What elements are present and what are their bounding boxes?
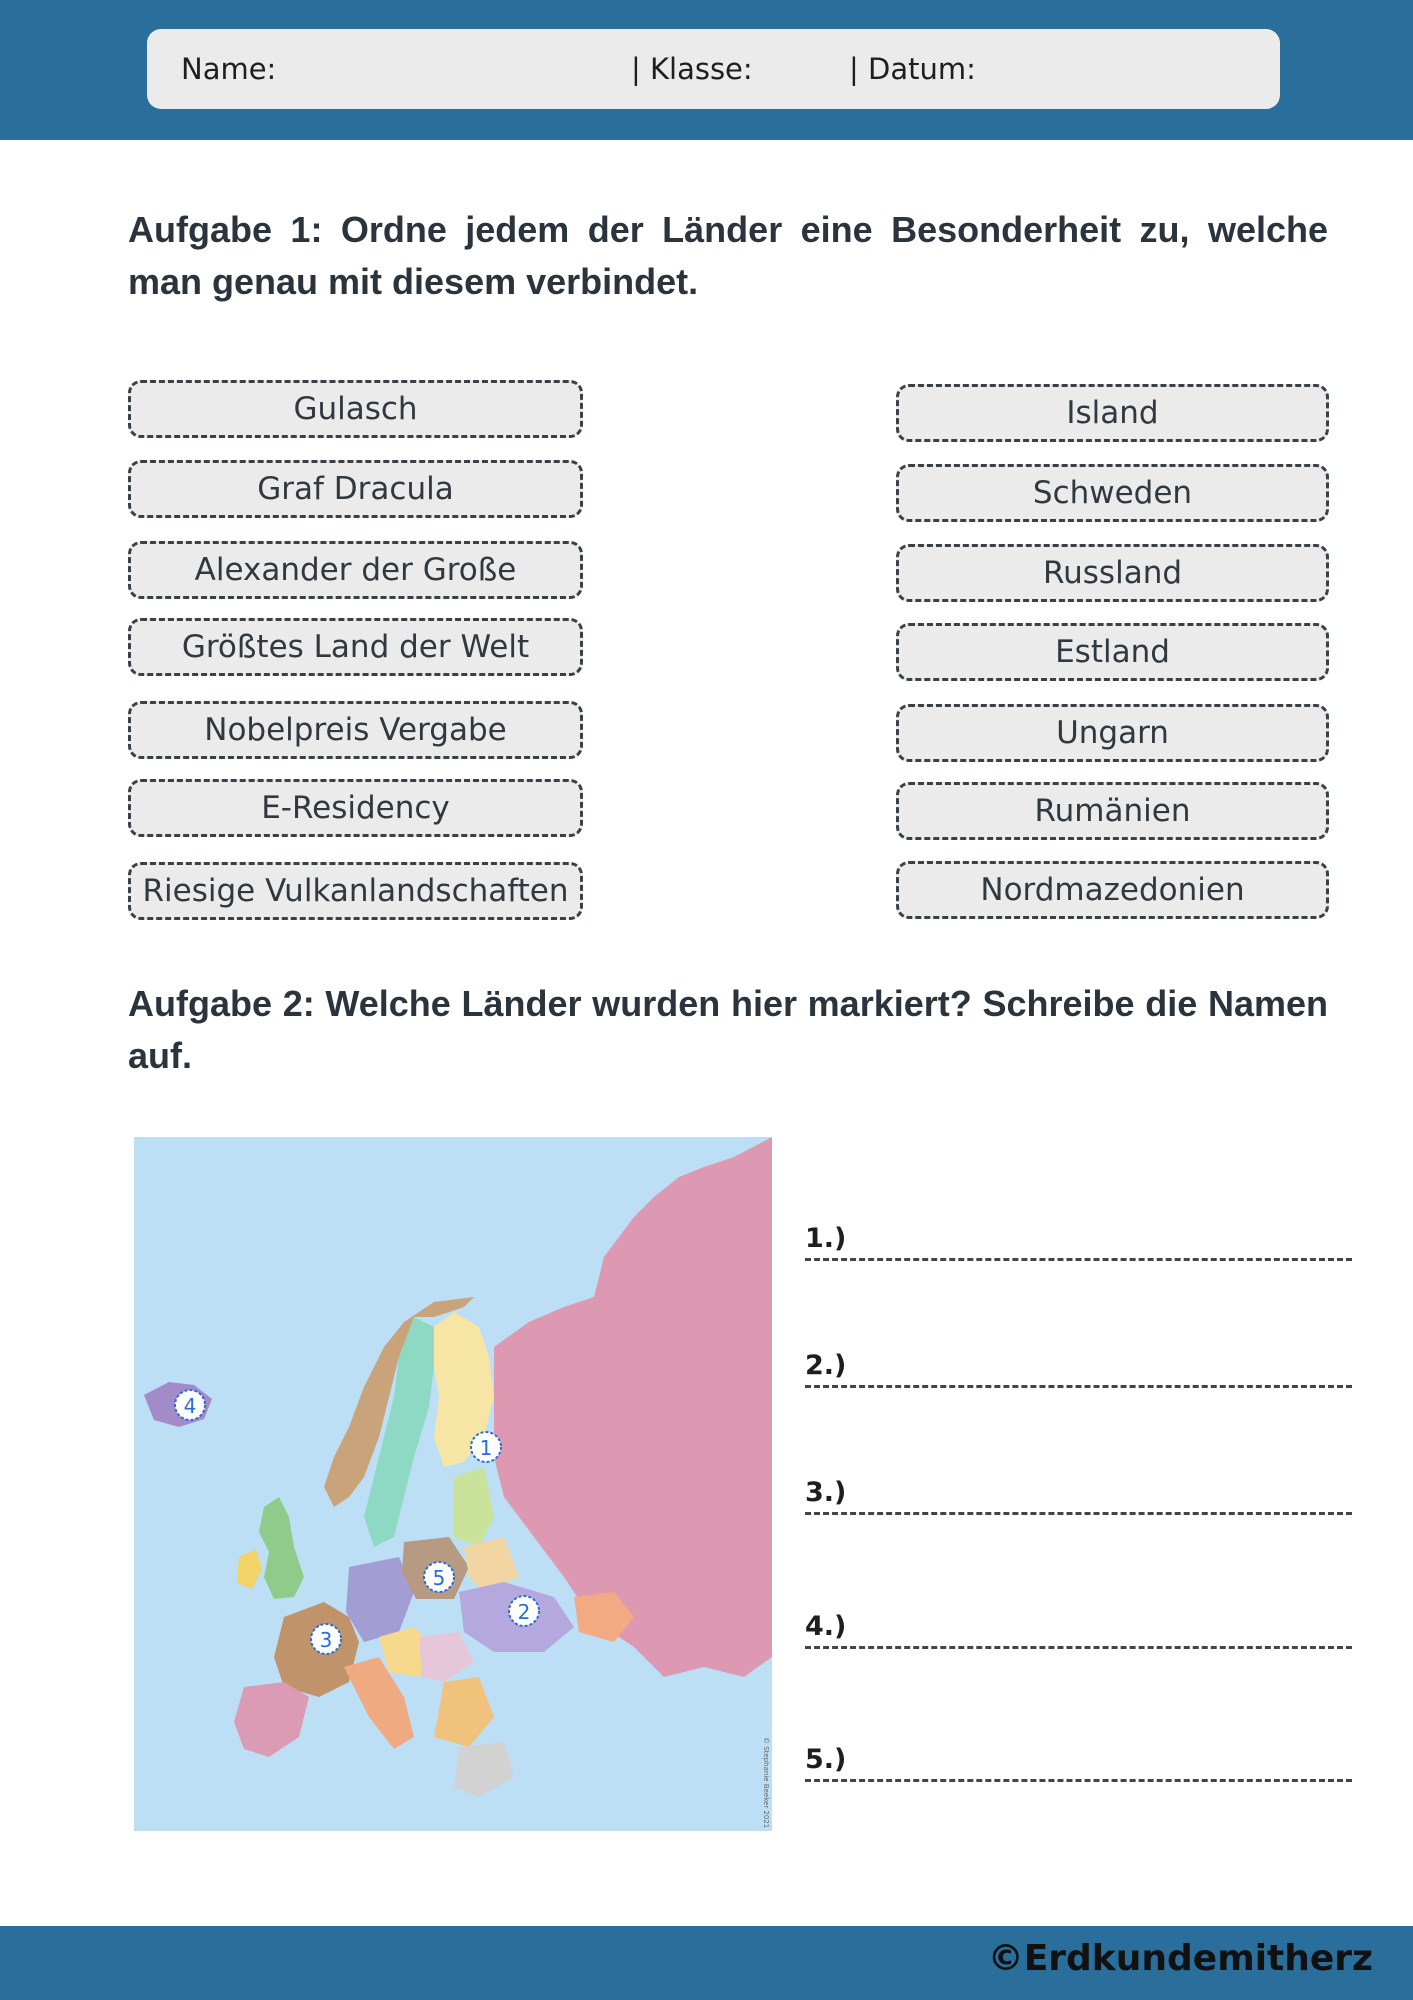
svg-text:5: 5 (432, 1566, 446, 1590)
feature-box[interactable]: E-Residency (128, 779, 583, 837)
name-class-date-box[interactable] (147, 29, 1280, 109)
marker-2 (509, 1596, 539, 1626)
answer-line-2[interactable] (805, 1345, 1352, 1388)
country-box[interactable]: Rumänien (896, 782, 1329, 840)
country-box[interactable]: Estland (896, 623, 1329, 681)
marker-1 (471, 1432, 501, 1462)
answer-line-5[interactable] (805, 1739, 1352, 1782)
feature-box[interactable]: Riesige Vulkanlandschaften (128, 862, 583, 920)
svg-text:2: 2 (517, 1600, 531, 1624)
feature-box[interactable]: Alexander der Große (128, 541, 583, 599)
header-bar (0, 0, 1413, 140)
answer-label: 3.) (805, 1477, 847, 1508)
class-label: | Klasse: (631, 52, 753, 86)
answer-label: 4.) (805, 1611, 847, 1642)
footer-credit: ©Erdkundemitherz (987, 1938, 1373, 1979)
map-copyright: © Stephanie Beeker 2021 (762, 1737, 770, 1829)
country-box[interactable]: Nordmazedonien (896, 861, 1329, 919)
date-label: | Datum: (849, 52, 976, 86)
svg-text:3: 3 (319, 1628, 333, 1652)
answer-label: 5.) (805, 1744, 847, 1775)
answer-label: 2.) (805, 1350, 847, 1381)
name-label: Name: (181, 52, 277, 86)
marker-3 (311, 1624, 341, 1654)
answer-line-4[interactable] (805, 1606, 1352, 1649)
svg-text:1: 1 (479, 1436, 493, 1460)
country-box[interactable]: Schweden (896, 464, 1329, 522)
svg-text:4: 4 (183, 1394, 197, 1418)
answer-line-3[interactable] (805, 1472, 1352, 1515)
country-box[interactable]: Ungarn (896, 704, 1329, 762)
country-box[interactable]: Island (896, 384, 1329, 442)
marker-5 (424, 1562, 454, 1592)
task1-title: Aufgabe 1: Ordne jedem der Länder eine Besonderheit zu, welche man genau mit diesem verbindet. (128, 209, 1328, 302)
europe-map (134, 1137, 772, 1831)
country-box[interactable]: Russland (896, 544, 1329, 602)
feature-box[interactable]: Gulasch (128, 380, 583, 438)
feature-box[interactable]: Graf Dracula (128, 460, 583, 518)
answer-label: 1.) (805, 1223, 847, 1254)
task2-title: Aufgabe 2: Welche Länder wurden hier markiert? Schreibe die Namen auf. (128, 983, 1328, 1076)
answer-line-1[interactable] (805, 1218, 1352, 1261)
feature-box[interactable]: Nobelpreis Vergabe (128, 701, 583, 759)
marker-4 (175, 1390, 205, 1420)
feature-box[interactable]: Größtes Land der Welt (128, 618, 583, 676)
footer-bar (0, 1926, 1413, 2000)
